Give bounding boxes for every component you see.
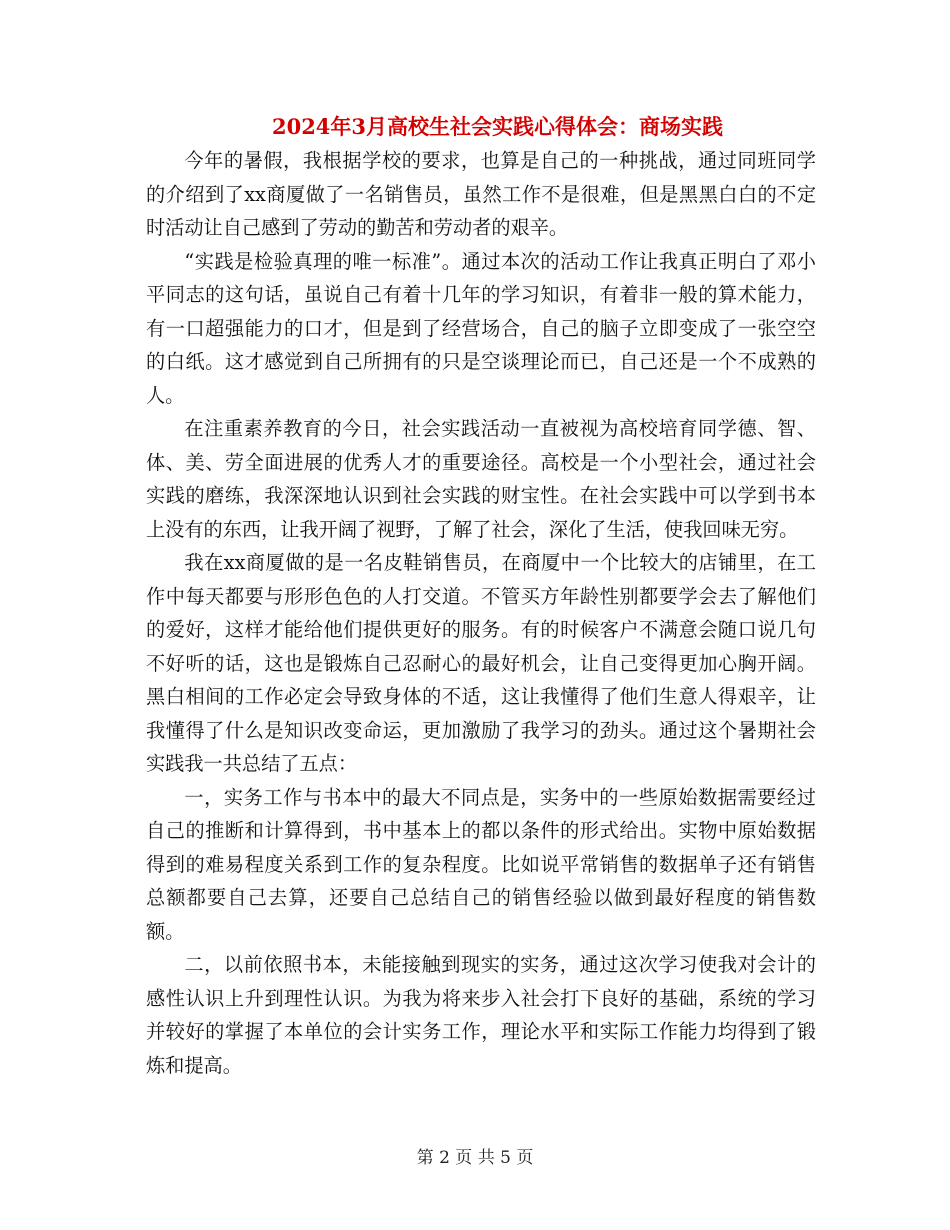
page-footer: 第 2 页 共 5 页 <box>416 1148 534 1168</box>
paragraph-6: 二，以前依照书本，未能接触到现实的实务，通过这次学习使我对会计的感性认识上升到理性认识。为我为将来步入社会打下良好的基础，系统的学习并较好的掌握了本单位的会计实务工作，理论水平和实际工作能力均得到了锻炼和提高。 <box>146 953 816 1077</box>
document-body <box>146 144 816 1082</box>
paragraph-2: “实践是检验真理的唯一标准”。通过本次的活动工作让我真正明白了邓小平同志的这句话，虽说自己有着十几年的学习知识，有着非一般的算术能力，有一口超强能力的口才，但是到了经营场合，自己的脑子立即变成了一张空空的白纸。这才感觉到自己所拥有的只是空谈理论而已，自己还是一个不成熟的人。 <box>146 249 816 407</box>
paragraph-1: 今年的暑假，我根据学校的要求，也算是自己的一种挑战，通过同班同学的介绍到了xx商厦做了一名销售员，虽然工作不是很难，但是黑黑白白的不定时活动让自己感到了劳动的勤苦和劳动者的艰辛。 <box>146 149 816 239</box>
document-title: 2024年3月高校生社会实践心得体会：商场实践 <box>271 114 724 139</box>
paragraph-4: 我在xx商厦做的是一名皮鞋销售员，在商厦中一个比较大的店铺里，在工作中每天都要与形形色色的人打交道。不管买方年龄性别都要学会去了解他们的爱好，这样才能给他们提供更好的服务。有的时候客户不满意会随口说几句不好听的话，这也是锻炼自己忍耐心的最好机会，让自己变得更加心胸开阔。黑白相间的工作必定会导致身体的不适，这让我懂得了他们生意人得艰辛，让我懂得了什么是知识改变命运，更加激励了我学习的劲头。通过这个暑期社会实践我一共总结了五点： <box>146 551 816 775</box>
paragraph-5: 一，实务工作与书本中的最大不同点是，实务中的一些原始数据需要经过自己的推断和计算得到，书中基本上的都以条件的形式给出。实物中原始数据得到的难易程度关系到工作的复杂程度。比如说平常销售的数据单子还有销售总额都要自己去算，还要自己总结自己的销售经验以做到最好程度的销售数额。 <box>146 785 816 943</box>
paragraph-3: 在注重素养教育的今日，社会实践活动一直被视为高校培育同学德、智、体、美、劳全面进展的优秀人才的重要途径。高校是一个小型社会，通过社会实践的磨练，我深深地认识到社会实践的财宝性。在社会实践中可以学到书本上没有的东西，让我开阔了视野，了解了社会，深化了生活，使我回味无穷。 <box>146 417 816 541</box>
